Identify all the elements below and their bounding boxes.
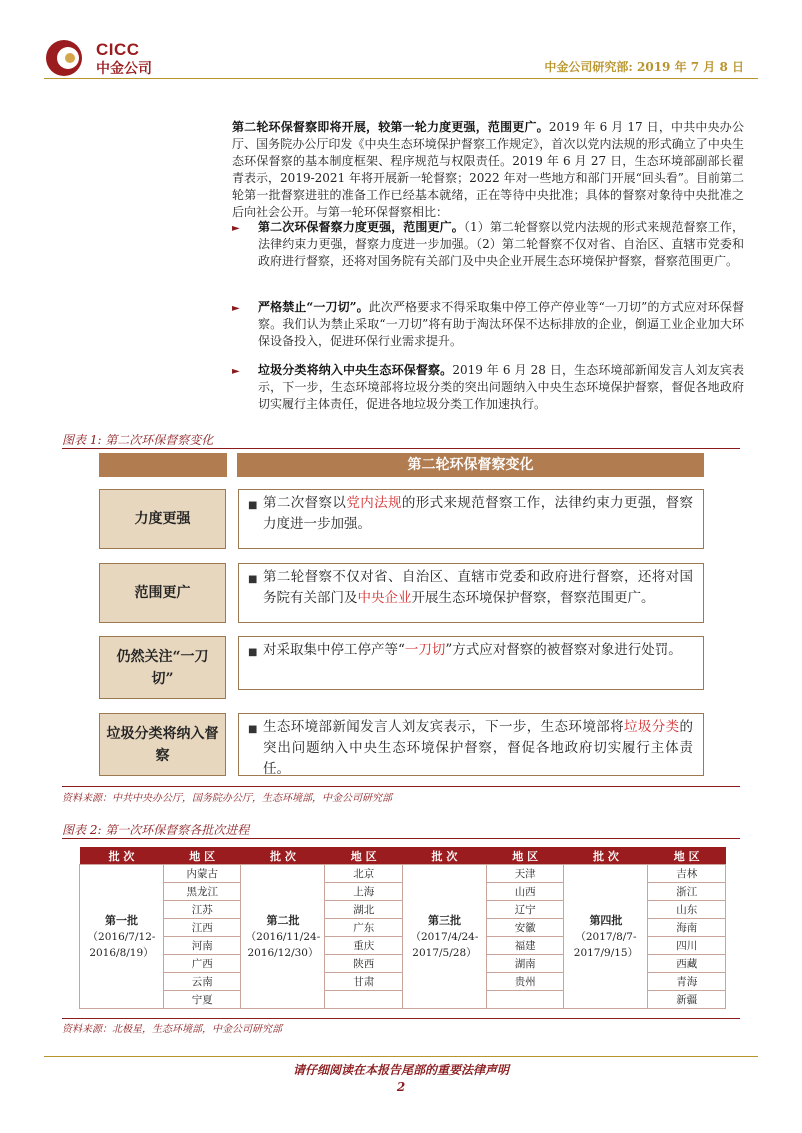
col-region-header: 地 区 [163,847,241,865]
batch-period: （2016/7/12-2016/8/19） [87,930,156,959]
figure1-caption: 图表 1: 第二次环保督察变化 [62,433,214,447]
figure1-top-rule [62,448,740,449]
region-cell: 黑龙江 [163,883,241,901]
logo-text-en: CICC [96,40,140,59]
row-text-pre: 第二轮督察不仅对省、自治区、直辖市党委和政府进行督察，还将对国务院有关部门及 [263,569,693,606]
region-cell: 湖北 [325,901,403,919]
figure1-header-spacer [99,453,227,477]
figure1-row-label: 力度更强 [99,489,226,549]
col-batch-header: 批 次 [241,847,325,865]
header-divider [44,78,758,79]
region-cell: 陕西 [325,955,403,973]
square-bullet-icon: ■ [248,574,258,585]
figure2-caption: 图表 2: 第一次环保督察各批次进程 [62,823,250,837]
figure1-row-label: 范围更广 [99,563,226,623]
region-cell: 甘肃 [325,973,403,991]
col-region-header: 地 区 [325,847,403,865]
figure1-row-text [238,713,704,776]
region-cell: 青海 [648,973,726,991]
region-cell: 贵州 [486,973,564,991]
table-row [80,865,726,883]
figure1-row-label: 垃圾分类将纳入督察 [99,713,226,776]
region-cell: 重庆 [325,937,403,955]
region-cell: 宁夏 [163,991,241,1009]
bullet-item [232,362,744,413]
row-text-pre: 对采取集中停工停产等“ [263,642,405,658]
row-text-post: 开展生态环境保护督察，督察范围更广。 [411,590,655,606]
col-region-header: 地 区 [486,847,564,865]
batch-cell [241,865,325,1009]
region-cell: 内蒙古 [163,865,241,883]
region-cell: 北京 [325,865,403,883]
region-cell: 海南 [648,919,726,937]
region-cell [486,991,564,1009]
logo-text-cn: 中金公司 [96,61,152,77]
batch-period: （2017/8/7-2017/9/15） [573,930,639,959]
bullet-lead: 第二次环保督察力度更强，范围更广。 [258,220,464,234]
region-cell: 浙江 [648,883,726,901]
bullet-lead: 垃圾分类将纳入中央生态环保督察。 [258,363,453,377]
region-cell: 吉林 [648,865,726,883]
batch-name: 第三批 [427,913,461,927]
region-cell: 云南 [163,973,241,991]
col-batch-header: 批 次 [80,847,164,865]
batch-name: 第一批 [104,913,138,927]
region-cell: 辽宁 [486,901,564,919]
batch-cell [564,865,648,1009]
square-bullet-icon: ■ [248,647,258,658]
region-cell: 安徽 [486,919,564,937]
row-text-post: ”方式应对督察的被督察对象进行处罚。 [445,642,682,658]
figure1-header: 第二轮环保督察变化 [237,453,704,477]
figure1-row-text [238,489,704,549]
region-cell: 河南 [163,937,241,955]
region-cell: 山东 [648,901,726,919]
region-cell: 新疆 [648,991,726,1009]
cicc-logo-icon [44,38,84,78]
intro-paragraph [232,119,744,221]
col-region-header: 地 区 [648,847,726,865]
intro-lead: 第二轮环保督察即将开展，较第一轮力度更强，范围更广。 [232,120,549,134]
figure2-top-rule [62,838,740,839]
batch-table [79,847,726,1009]
triangle-bullet-icon: ► [232,366,240,377]
region-cell: 广西 [163,955,241,973]
region-cell: 山西 [486,883,564,901]
region-cell: 江苏 [163,901,241,919]
row-text-post: 的突出问题纳入中央生态环境保护督察，督促各地政府切实履行主体责任。 [263,719,694,777]
row-text-highlight: 党内法规 [346,495,402,511]
row-text-pre: 第二次督察以 [263,495,347,511]
figure2-source: 资料来源：北极星，生态环境部，中金公司研究部 [62,1024,282,1035]
figure1-source: 资料来源：中共中央办公厅，国务院办公厅，生态环境部，中金公司研究部 [62,793,392,804]
footer-divider [44,1056,758,1057]
figure1-row-label: 仍然关注“一刀切” [99,636,226,699]
row-text-highlight: 中央企业 [357,590,412,606]
region-cell: 四川 [648,937,726,955]
region-cell: 江西 [163,919,241,937]
report-source-date: 中金公司研究部: 2019 年 7 月 8 日 [544,60,744,74]
figure1-row-text [238,636,704,690]
figure2-source-rule [62,1018,740,1019]
col-batch-header: 批 次 [402,847,486,865]
page-number: 2 [396,1080,406,1094]
batch-name: 第二批 [266,913,300,927]
figure1-source-rule [62,786,740,787]
row-text-pre: 生态环境部新闻发言人刘友宾表示，下一步，生态环境部将 [263,719,624,735]
batch-cell [402,865,486,1009]
row-text-highlight: 一刀切 [404,642,446,658]
row-text-highlight: 垃圾分类 [623,719,680,735]
table-header-row [80,847,726,865]
col-batch-header: 批 次 [564,847,648,865]
region-cell: 天津 [486,865,564,883]
square-bullet-icon: ■ [248,500,258,511]
bullet-item [232,299,744,350]
intro-body: 2019 年 6 月 17 日，中共中央办公厅、国务院办公厅印发《中央生态环境保护督察工作规定》，首次以党内法规的形式确立了中央生态环保督察的基本制度框架、程序规范与权限责任。2019 年 6 月 27 日，生态环境部副部长翟青表示，2019-2021 年将开展新一轮督察；2022 年对一些地方和部门开展“回头看”。目前第二轮第一批督察进驻的准备工作已经基本就绪，正在等待中央批准；具体的督察对象待中央批准之后向社会公开。与第一轮环保督察相比： [232,120,744,219]
legal-notice: 请仔细阅读在本报告尾部的重要法律声明 [292,1063,509,1077]
triangle-bullet-icon: ► [232,303,240,314]
figure1-row-text [238,563,704,623]
batch-name: 第四批 [589,913,623,927]
region-cell: 上海 [325,883,403,901]
region-cell: 福建 [486,937,564,955]
row-text-post: 的形式来规范督察工作，法律约束力更强，督察力度进一步加强。 [263,495,694,532]
region-cell: 西藏 [648,955,726,973]
bullet-item [232,219,744,270]
bullet-lead: 严格禁止“一刀切”。 [258,300,369,314]
triangle-bullet-icon: ► [232,223,240,234]
batch-cell [80,865,164,1009]
bullet-body: （1）第二轮督察以党内法规的形式来规范督察工作，法律约束力更强，督察力度进一步加强。（2）第二轮督察不仅对省、自治区、直辖市党委和政府进行督察，还将对国务院有关部门及中央企业开展生态环境保护督察，督察范围更广。 [258,220,744,268]
batch-table-body [80,865,726,1009]
bullet-body: 2019 年 6 月 28 日，生态环境部新闻发言人刘友宾表示，下一步，生态环境部将垃圾分类的突出问题纳入中央生态环境保护督察，督促各地政府切实履行主体责任，促进各地垃圾分类工作加速执行。 [258,363,744,411]
region-cell: 广东 [325,919,403,937]
square-bullet-icon: ■ [248,724,258,735]
bullet-body: 此次严格要求不得采取集中停工停产停业等“一刀切”的方式应对环保督察。我们认为禁止采取“一刀切”将有助于淘汰环保不达标排放的企业，倒逼工业企业加大环保设备投入，促进环保行业需求提升。 [258,300,744,348]
batch-period: （2017/4/24-2017/5/28） [410,930,479,959]
batch-period: （2016/11/24-2016/12/30） [245,930,321,959]
region-cell: 湖南 [486,955,564,973]
region-cell [325,991,403,1009]
